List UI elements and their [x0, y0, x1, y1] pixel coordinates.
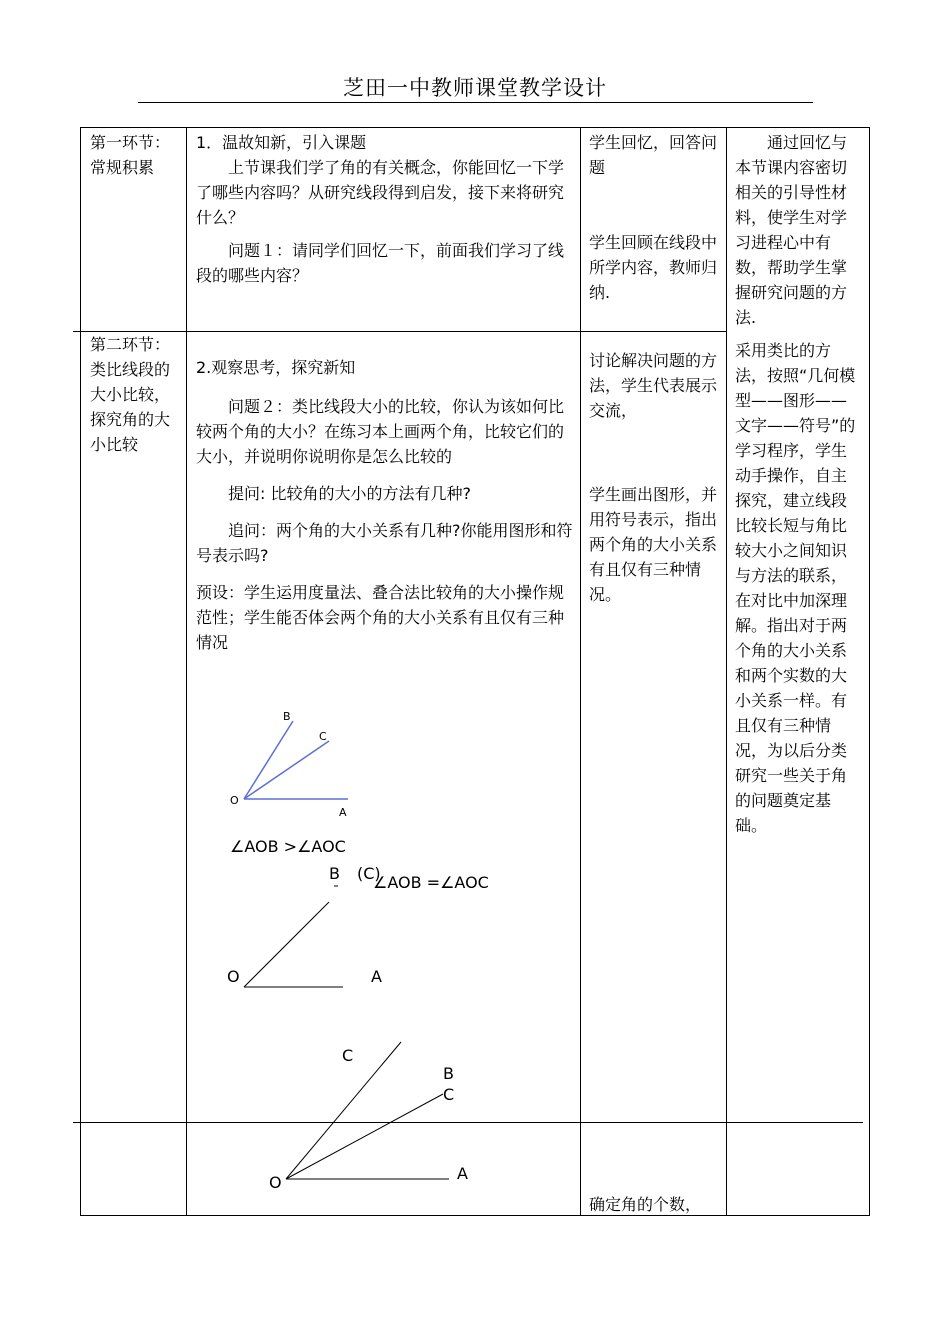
- table-border-right: [869, 127, 870, 1216]
- stage-label: 第二环节：类比线段的大小比较，探究角的大小比较: [90, 335, 171, 454]
- angle-figure-equal: [240, 880, 350, 992]
- label-a: A: [457, 1164, 468, 1183]
- label-b: B: [443, 1064, 454, 1083]
- question-1: 问题１：请同学们回忆一下，前面我们学习了线段的哪些内容？: [196, 241, 565, 285]
- label-b: B: [329, 864, 340, 883]
- intro-paragraph: 上节课我们学了角的有关概念，你能回忆一下学了哪些内容吗？从研究线段得到启发，接下来将研究什么？: [196, 158, 565, 227]
- prompt-ask: 提问: 比较角的大小的方法有几种?: [228, 484, 471, 503]
- student-cell-3: [589, 1192, 721, 1217]
- student-activity: 学生画出图形，并用符号表示，指出两个角的大小关系有且仅有三种情况。: [589, 485, 718, 604]
- student-activity: 讨论解决问题的方法，学生代表展示交流，: [589, 351, 718, 420]
- relation-greater: ∠AOB >∠AOC: [230, 837, 346, 856]
- stage-label: 第一环节：常规积累: [90, 133, 171, 177]
- stage-cell-1: [90, 130, 182, 180]
- prompt-followup: 追问：两个角的大小关系有几种?你能用图形和符号表示吗?: [196, 521, 573, 565]
- stage-cell-2: [90, 332, 182, 457]
- content-cell-2: [196, 355, 574, 655]
- design-intent-cell: [735, 130, 857, 838]
- label-c: (C): [357, 864, 381, 883]
- relation-equal: ∠AOB =∠AOC: [373, 873, 489, 892]
- content-cell-1: [196, 130, 574, 288]
- student-cell-2b: [589, 482, 721, 607]
- angle-figure-less: [280, 1036, 450, 1186]
- document-title: 芝田一中教师课堂教学设计: [343, 76, 607, 100]
- intent-paragraph-2: 采用类比的方法，按照“几何模型——图形——文字——符号”的学习程序，学生动手操作，自主探究，建立线段比较长短与角比较大小之间知识与方法的联系，在对比中加深理解。指出对于两个角的大小关系和两个实数的大小关系一样。有且仅有三种情况，为以后分类研究一些关于角的问题奠定基础。: [735, 341, 856, 835]
- label-c: C: [443, 1085, 455, 1104]
- intent-paragraph-1: 通过回忆与本节课内容密切相关的引导性材料，使学生对学习进程心中有数，帮助学生掌握研究问题的方法.: [735, 133, 848, 327]
- lesson-preset: 预设：学生运用度量法、叠合法比较角的大小操作规范性；学生能否体会两个角的大小关系有且仅有三种情况: [196, 583, 565, 652]
- label-c: C: [342, 1046, 354, 1065]
- table-row-divider-2: [73, 1122, 863, 1123]
- label-o: O: [227, 967, 240, 986]
- table-col-divider-3: [726, 127, 727, 1216]
- title-underline: [138, 102, 813, 103]
- student-cell-1a: [589, 130, 721, 180]
- student-cell-1b: [589, 230, 721, 305]
- table-border-bottom: [80, 1215, 870, 1216]
- label-b: B: [283, 710, 291, 723]
- section-heading: 2.观察思考，探究新知: [196, 358, 356, 377]
- section-heading: 1．温故知新，引入课题: [196, 133, 367, 152]
- student-activity: 学生回顾在线段中所学内容，教师归纳.: [589, 233, 718, 302]
- label-o: O: [230, 794, 239, 807]
- student-cell-2a: [589, 348, 721, 423]
- student-activity: 学生回忆，回答问题: [589, 133, 718, 177]
- angle-figure-greater: [226, 708, 356, 820]
- table-border-left: [80, 127, 81, 1216]
- label-a: A: [371, 967, 382, 986]
- table-col-divider-2: [580, 127, 581, 1216]
- table-col-divider-1: [186, 127, 187, 1216]
- student-activity: 确定角的个数，: [589, 1195, 702, 1214]
- label-c: C: [319, 730, 327, 743]
- table-border-top: [80, 127, 870, 128]
- label-o: O: [269, 1173, 282, 1192]
- question-2: 问题２：类比线段大小的比较，你认为该如何比较两个角的大小？在练习本上画两个角，比较它们的大小，并说明你说明你是怎么比较的: [196, 397, 565, 466]
- label-a: A: [339, 806, 347, 819]
